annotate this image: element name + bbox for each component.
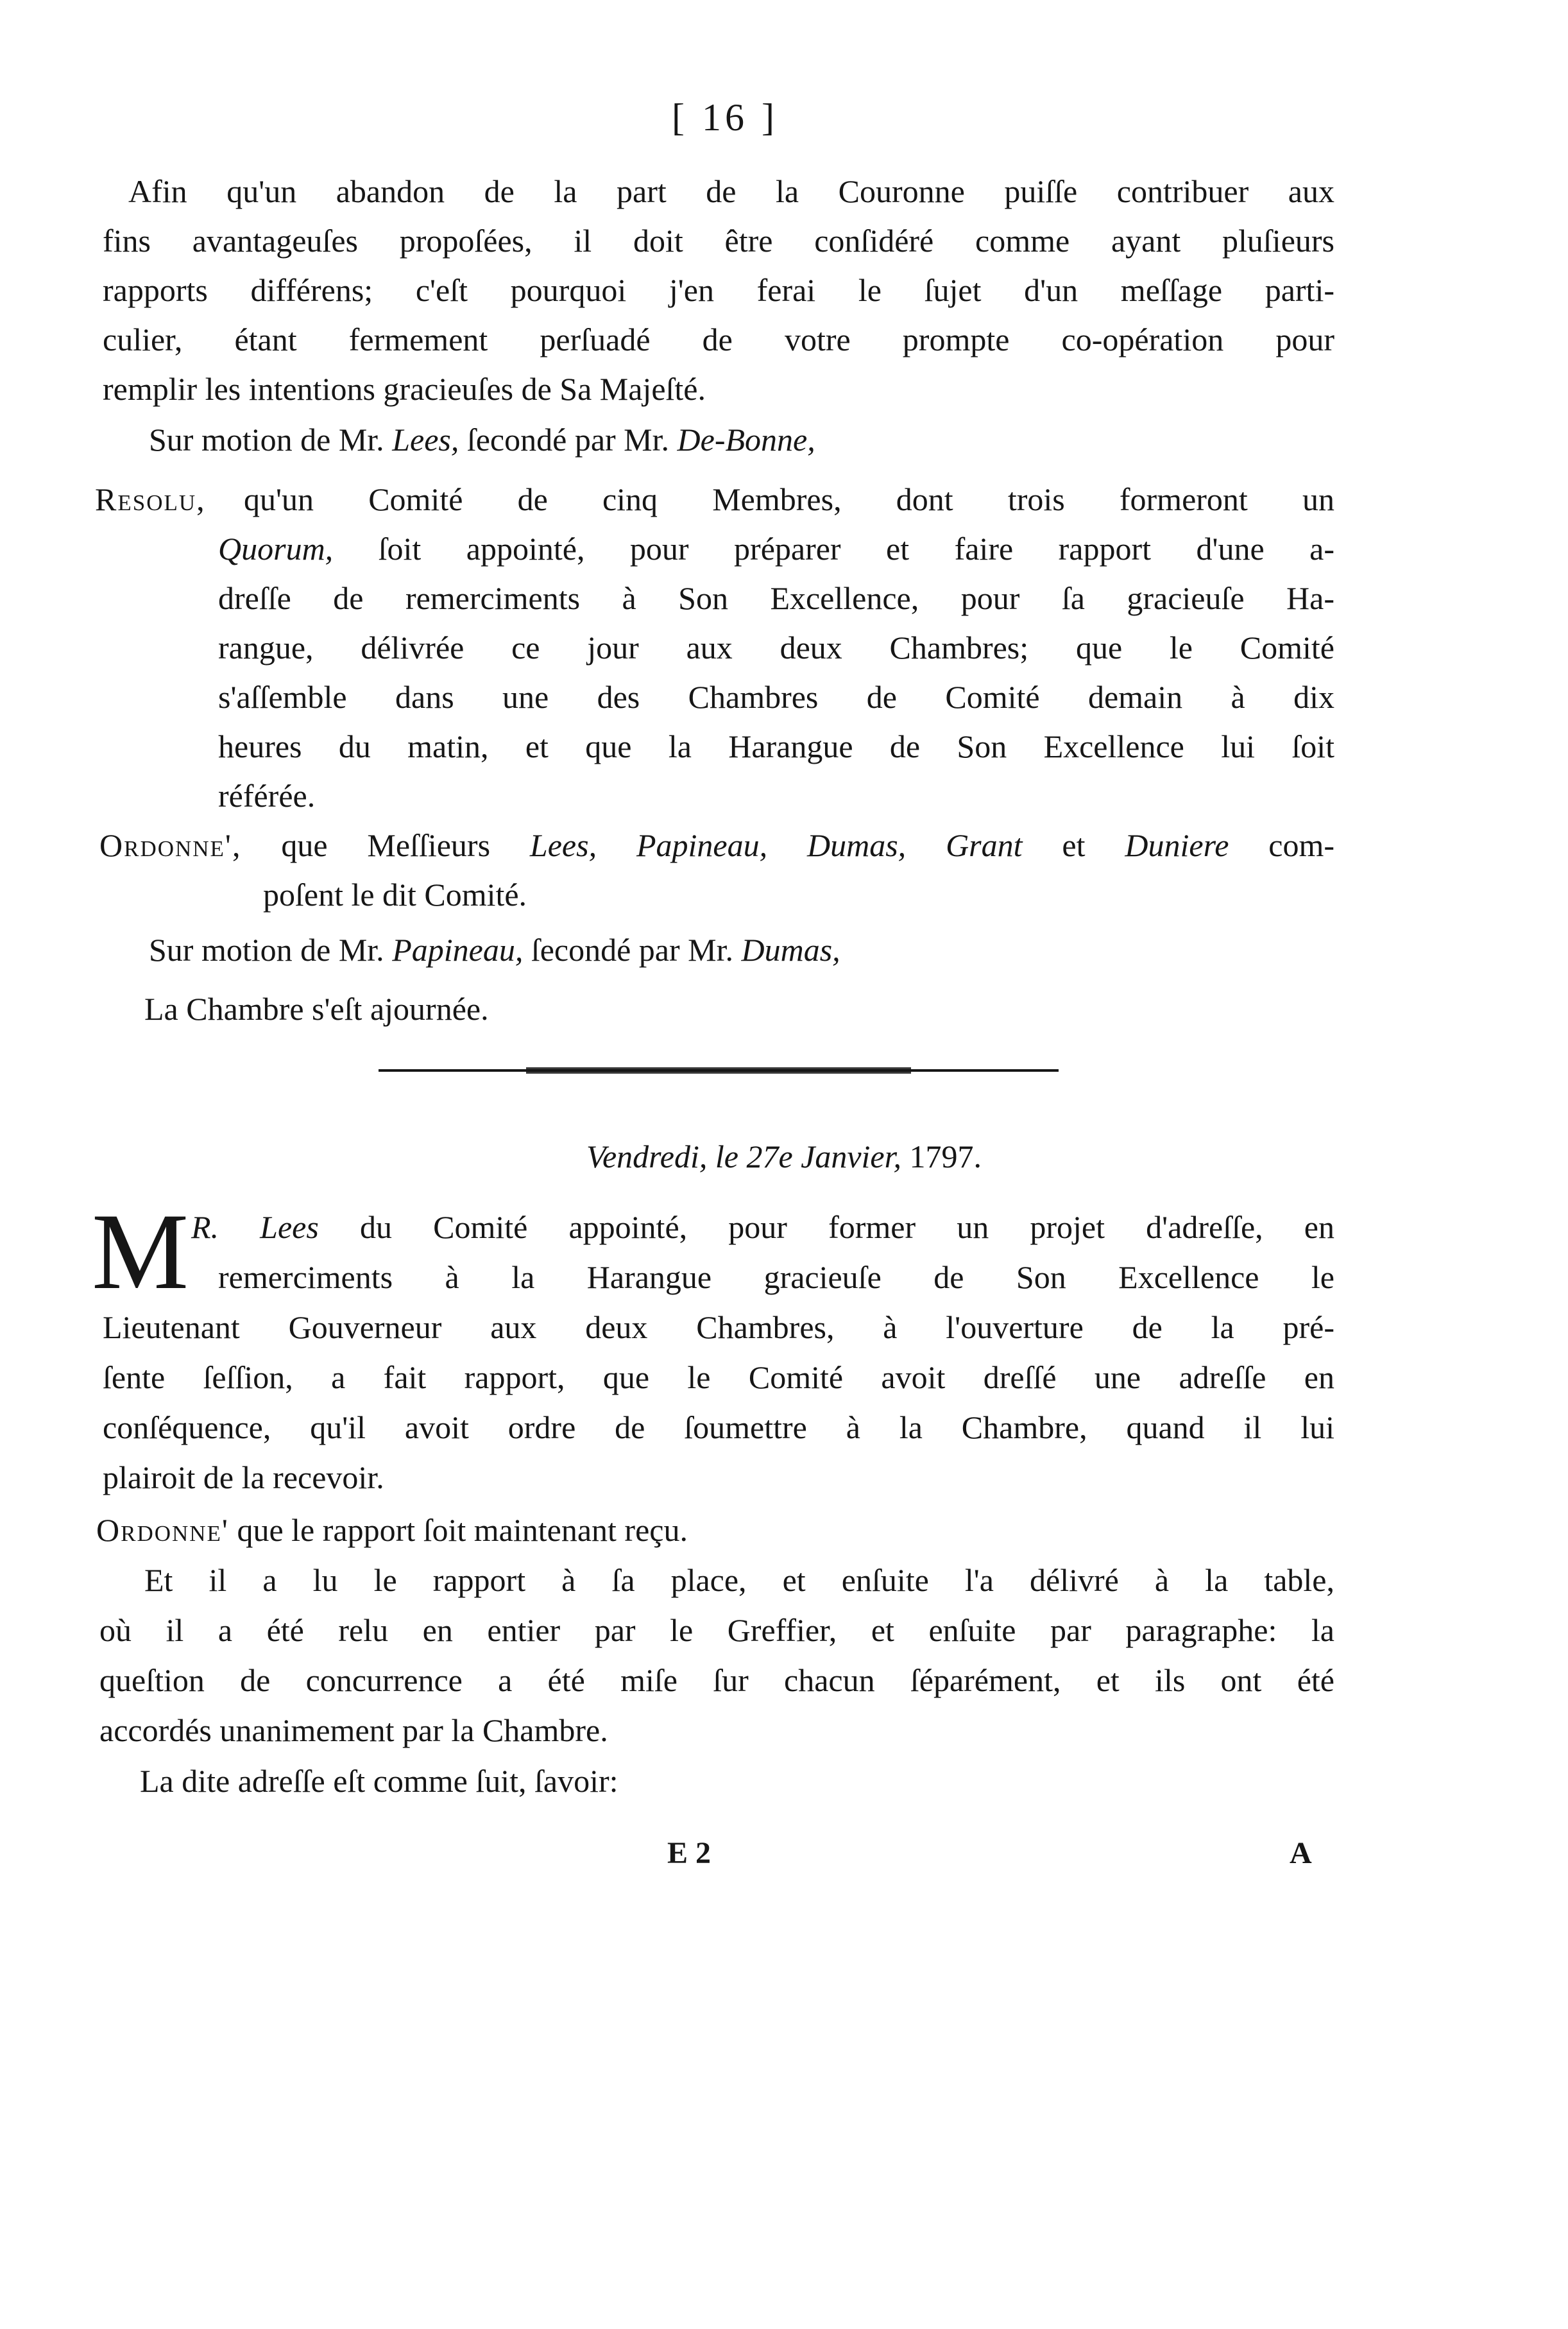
text-line: dreſſe de remerciments à Son Excellence, pour ſa gracieuſe Ha- [218, 580, 1334, 616]
member-name: Lees, [529, 827, 597, 863]
date-text: le [707, 1139, 747, 1174]
ordonne-label: Ordonne' [96, 1512, 229, 1548]
resolution-text: qu'un Comité de cinq Membres, dont trois formeront un [244, 481, 1334, 517]
section-divider [379, 1066, 1059, 1075]
text-line: Afin qu'un abandon de la part de la Couronne puiſſe contribuer aux [128, 173, 1334, 209]
text-line: où il a été relu en entier par le Greffier, et enſuite par paragraphe: la [99, 1612, 1334, 1648]
member-name: Dumas, [741, 932, 840, 968]
text-line: accordés unanimement par la Chambre. [99, 1712, 608, 1748]
text-line: référée. [218, 778, 316, 814]
motion-line [149, 931, 840, 969]
text-line: conſéquence, qu'il avoit ordre de ſoumettre à la Chambre, quand il lui [103, 1409, 1334, 1445]
resolution-line [95, 480, 1334, 519]
resolu-label: Resolu, [95, 481, 206, 517]
drop-cap: M [92, 1191, 189, 1312]
text-line: fins avantageuſes propoſées, il doit être conſidéré comme ayant pluſieurs [103, 223, 1334, 259]
text-line [191, 1208, 1334, 1246]
text-line: remerciments à la Harangue gracieuſe de Son Excellence le [218, 1259, 1334, 1295]
text-line: queſtion de concurrence a été miſe ſur chacun ſéparément, et ils ont été [99, 1662, 1334, 1698]
motion-line [149, 420, 815, 459]
member-name: R. Lees [191, 1209, 319, 1245]
signature-mark: E 2 [667, 1836, 712, 1870]
motion-text: Sur motion de Mr. [149, 932, 393, 968]
member-name: Grant [946, 827, 1023, 863]
text-line: rangue, délivrée ce jour aux deux Chambres; que le Comité [218, 630, 1334, 666]
order-line [96, 1511, 688, 1549]
ordonne-label: Ordonne', [99, 827, 242, 863]
text-line: Lieutenant Gouverneur aux deux Chambres, à l'ouverture de la pré- [103, 1309, 1334, 1345]
text-line: plairoit de la recevoir. [103, 1459, 384, 1495]
order-text: que Meſſieurs [241, 827, 530, 863]
page-number: [ 16 ] [672, 96, 778, 139]
adjournment-line: La Chambre s'eſt ajournée. [144, 991, 489, 1027]
motion-text: ſecondé par Mr. [523, 932, 742, 968]
text-line: heures du matin, et que la Harangue de Son Excellence lui ſoit [218, 728, 1334, 764]
text-line [218, 529, 1334, 568]
resolution-text: ſoit appointé, pour préparer et faire rapport d'une a- [333, 531, 1334, 567]
text-line: remplir les intentions gracieuſes de Sa Majeſté. [103, 371, 706, 407]
order-text: que le rapport ſoit maintenant reçu. [228, 1512, 688, 1548]
order-line [99, 826, 1334, 864]
motion-text: Sur motion de Mr. [149, 422, 393, 458]
date-year: 1797. [901, 1139, 982, 1174]
member-name: Duniere [1125, 827, 1229, 863]
order-text: com- [1229, 827, 1335, 863]
member-name: Lees, [392, 422, 459, 458]
order-text: et [1022, 827, 1125, 863]
member-name: Papineau, [636, 827, 768, 863]
member-name: Papineau, [392, 932, 524, 968]
date-heading [0, 1137, 1568, 1176]
text-line: Et il a lu le rapport à ſa place, et enſuite l'a délivré à la table, [144, 1562, 1334, 1598]
text-line: La dite adreſſe eſt comme ſuit, ſavoir: [140, 1763, 618, 1799]
member-name: De-Bonne, [677, 422, 815, 458]
catchword: A [1290, 1836, 1312, 1870]
text-line: ſente ſeſſion, a fait rapport, que le Comité avoit dreſſé une adreſſe en [103, 1359, 1334, 1395]
motion-text: ſecondé par Mr. [459, 422, 677, 458]
text-line: rapports différens; c'eſt pourquoi j'en ferai le ſujet d'un meſſage parti- [103, 272, 1334, 308]
text-line: culier, étant fermement perſuadé de votre prompte co-opération pour [103, 322, 1334, 357]
date-value: 27e Janvier, [746, 1139, 902, 1174]
quorum-term: Quorum, [218, 531, 334, 567]
text-line: poſent le dit Comité. [263, 877, 527, 913]
text-line: s'aſſemble dans une des Chambres de Comité demain à dix [218, 679, 1334, 715]
paragraph-text: du Comité appointé, pour former un projet d'adreſſe, en [318, 1209, 1334, 1245]
date-day: Vendredi, [586, 1139, 708, 1174]
member-name: Dumas, [807, 827, 907, 863]
